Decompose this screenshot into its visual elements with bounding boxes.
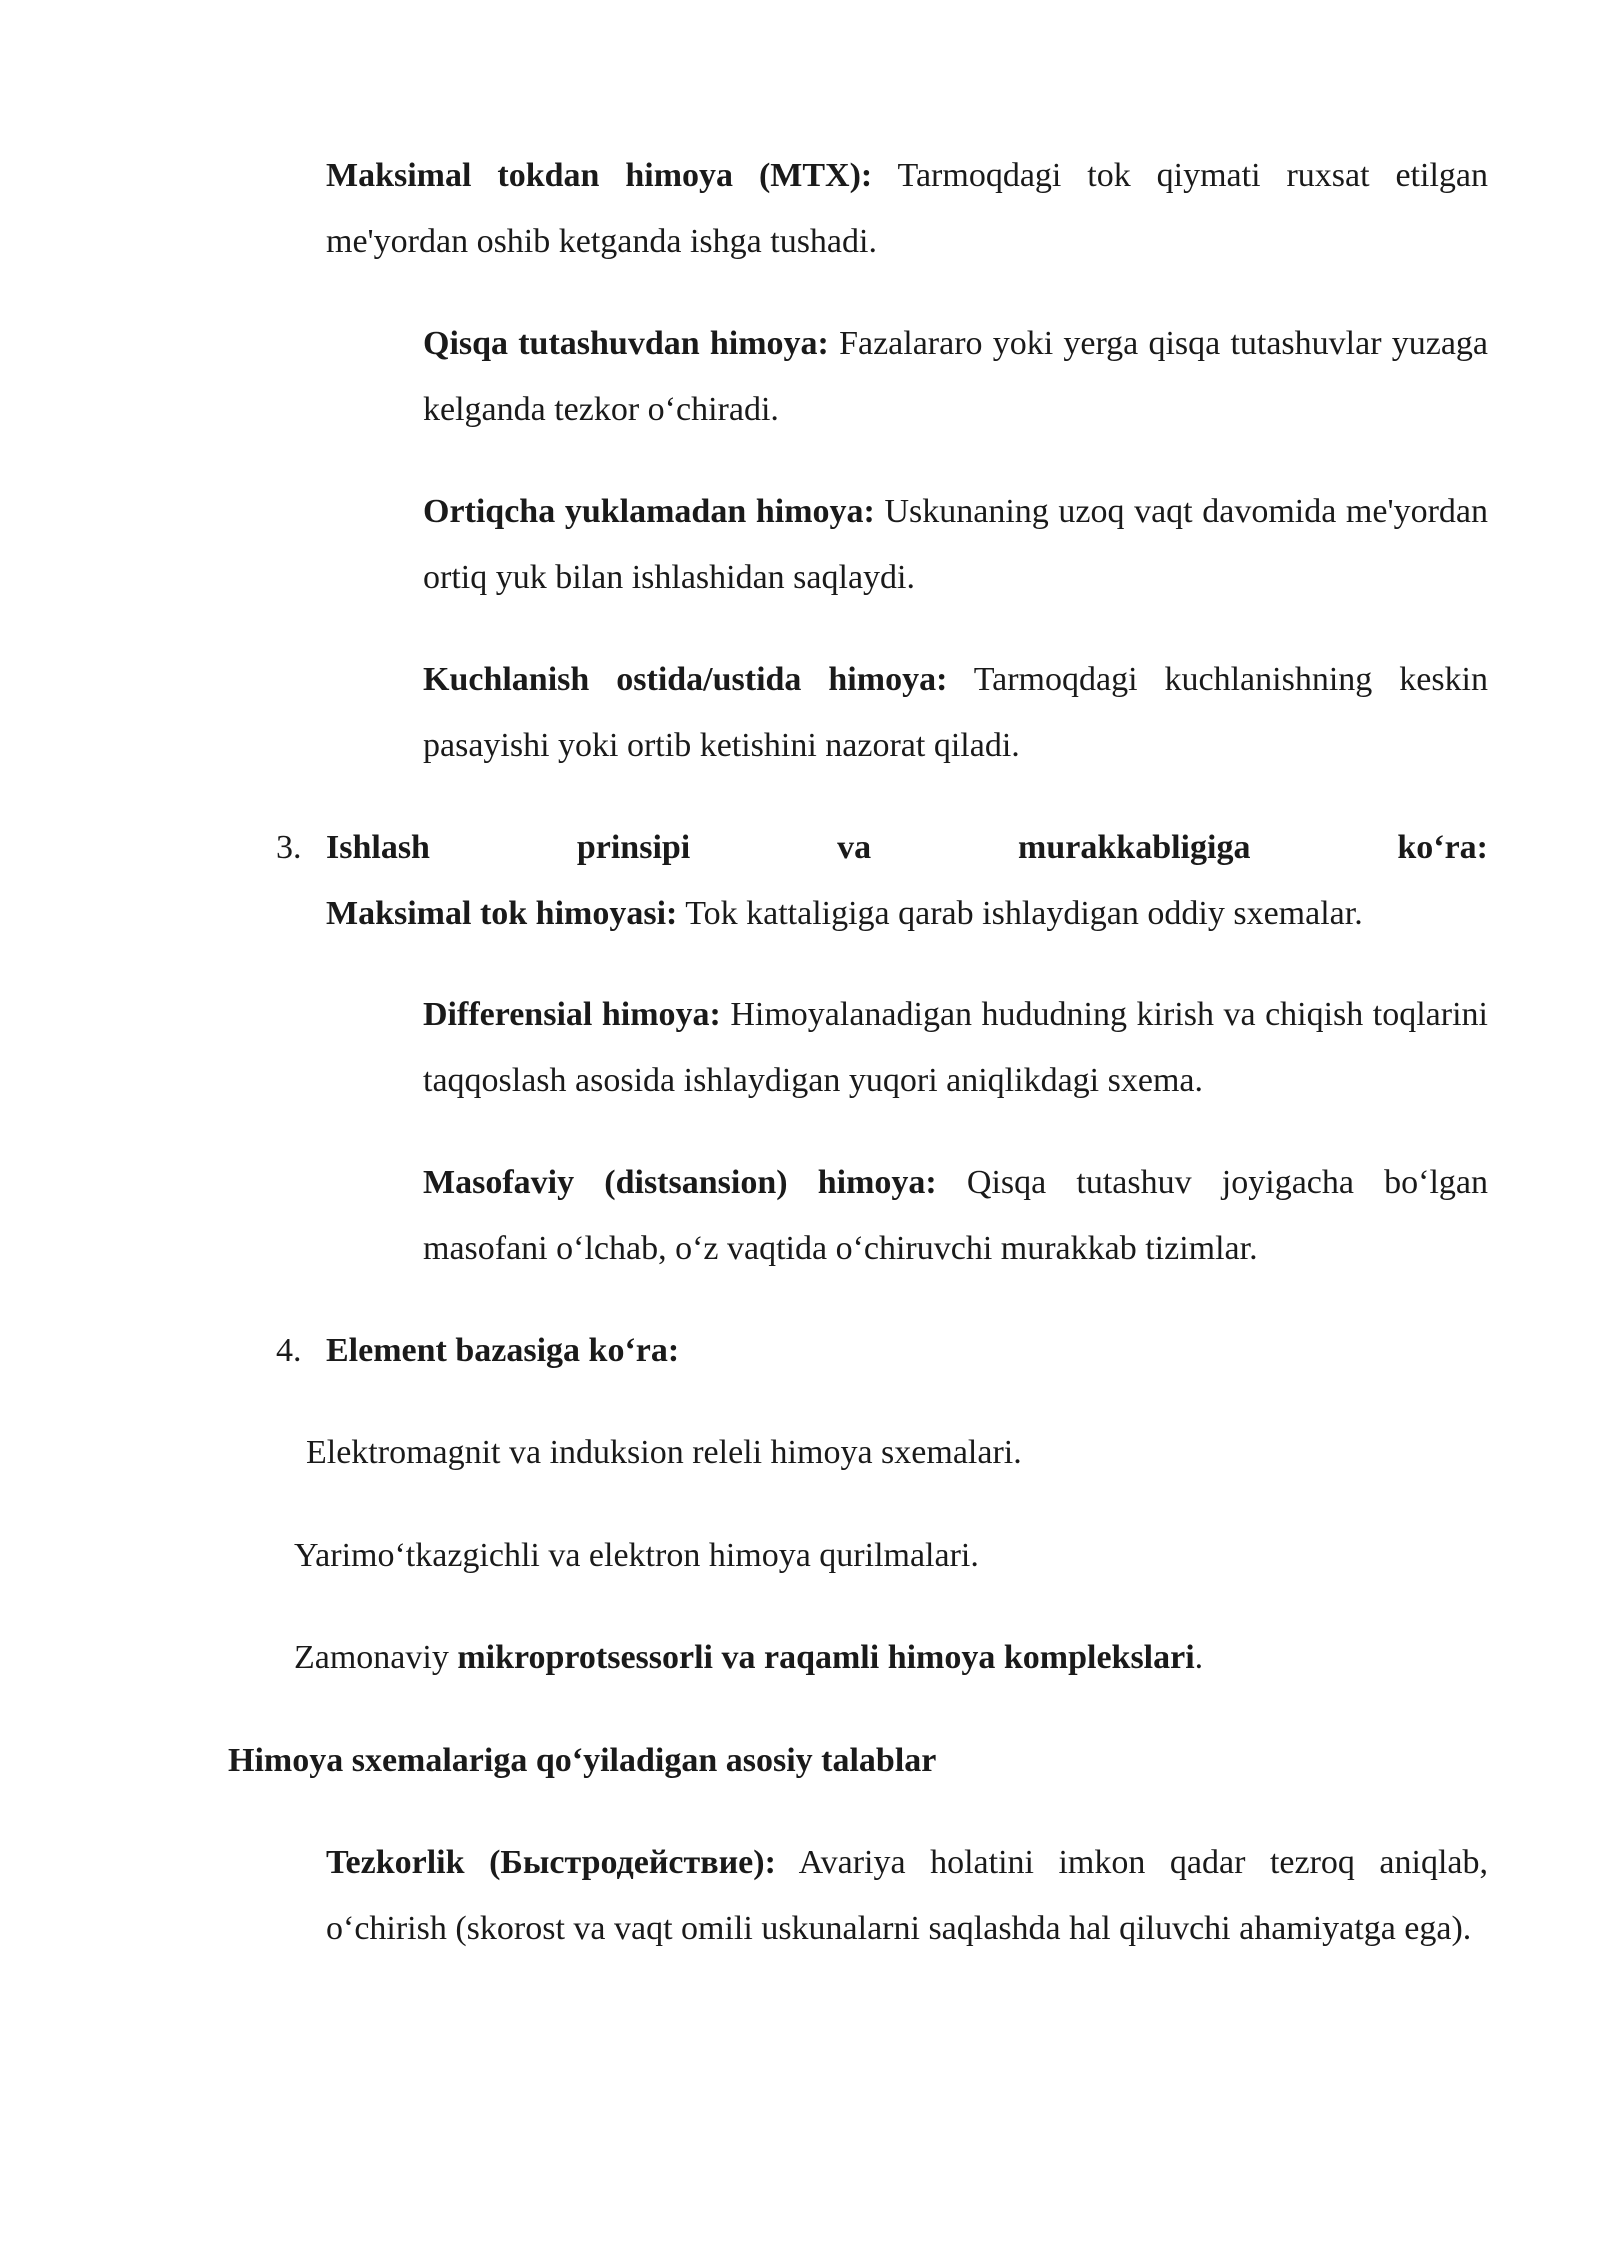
list-item-4-heading: [326, 1318, 679, 1384]
paragraph-differensial: [423, 982, 1488, 1114]
definition-ortiqcha: Uskunaning uzoq vaqt davomida me'yordan ortiq yuk bilan ishlashidan saqlaydi.: [423, 493, 1488, 596]
text-zamonaviy-pre: Zamonaviy: [294, 1639, 458, 1676]
definition-qisqa: Fazalararo yoki yerga qisqa tutashuvlar yuzaga kelganda tezkor o‘chiradi.: [423, 325, 1488, 428]
term-qisqa: Qisqa tutashuvdan himoya:: [423, 325, 829, 362]
term-masofaviy: Masofaviy (distsansion) himoya:: [423, 1164, 937, 1201]
definition-maksimal-tok: Tok kattaligiga qarab ishlaydigan oddiy sxemalar.: [677, 895, 1363, 932]
paragraph-ortiqcha: [423, 479, 1488, 611]
paragraph-kuchlanish: [423, 647, 1488, 779]
text-yarimo: Yarimo‘tkazgichli va elektron himoya qurilmalari.: [294, 1537, 979, 1574]
term-maksimal-tok: Maksimal tok himoyasi:: [326, 895, 678, 932]
definition-differensial: Himoyalanadigan hududning kirish va chiqish toqlarini taqqoslash asosida ishlaydigan yuqori aniqlikdagi sxema.: [423, 996, 1488, 1099]
term-ortiqcha: Ortiqcha yuklamadan himoya:: [423, 493, 875, 530]
text-elektromagnit: Elektromagnit va induksion releli himoya sxemalari.: [306, 1434, 1022, 1471]
section-heading: [228, 1728, 936, 1794]
paragraph-maksimal-tok: [326, 881, 1506, 947]
list-number-3: 3.: [276, 829, 302, 866]
term-mikroprotsessorli: mikroprotsessorli va raqamli himoya komplekslari: [457, 1639, 1195, 1676]
heading-element-bazasi: Element bazasiga ko‘ra:: [326, 1332, 680, 1369]
term-mtx: Maksimal tokdan himoya (MTX):: [326, 157, 873, 194]
list-item-3-heading: [326, 815, 1488, 881]
definition-tezkorlik: Avariya holatini imkon qadar tezroq aniqlab, o‘chirish (skorost va vaqt omili uskunalarni saqlashda hal qiluvchi ahamiyatga ega).: [326, 1844, 1488, 1947]
term-tezkorlik: Tezkorlik (Быстродействие):: [326, 1844, 776, 1881]
term-differensial: Differensial himoya:: [423, 996, 721, 1033]
paragraph-tezkorlik: [326, 1830, 1488, 1962]
definition-kuchlanish: Tarmoqdagi kuchlanishning keskin pasayishi yoki ortib ketishini nazorat qiladi.: [423, 661, 1488, 764]
paragraph-zamonaviy: [294, 1625, 1203, 1691]
paragraph-yarimo: [294, 1523, 979, 1589]
paragraph-elektromagnit: [306, 1420, 1022, 1486]
paragraph-qisqa: [423, 311, 1488, 443]
text-zamonaviy-post: .: [1194, 1639, 1204, 1676]
section-heading-text: Himoya sxemalariga qo‘yiladigan asosiy talablar: [228, 1742, 937, 1779]
heading-ishlash: Ishlash prinsipi va murakkabligiga ko‘ra:: [326, 829, 1488, 866]
term-kuchlanish: Kuchlanish ostida/ustida himoya:: [423, 661, 948, 698]
definition-masofaviy: Qisqa tutashuv joyigacha bo‘lgan masofani o‘lchab, o‘z vaqtida o‘chiruvchi murakkab tizimlar.: [423, 1164, 1489, 1267]
list-number-4: 4.: [276, 1332, 302, 1369]
paragraph-mtx: [326, 143, 1488, 275]
paragraph-masofaviy: [423, 1150, 1488, 1282]
definition-mtx: Tarmoqdagi tok qiymati ruxsat etilgan me'yordan oshib ketganda ishga tushadi.: [326, 157, 1488, 260]
